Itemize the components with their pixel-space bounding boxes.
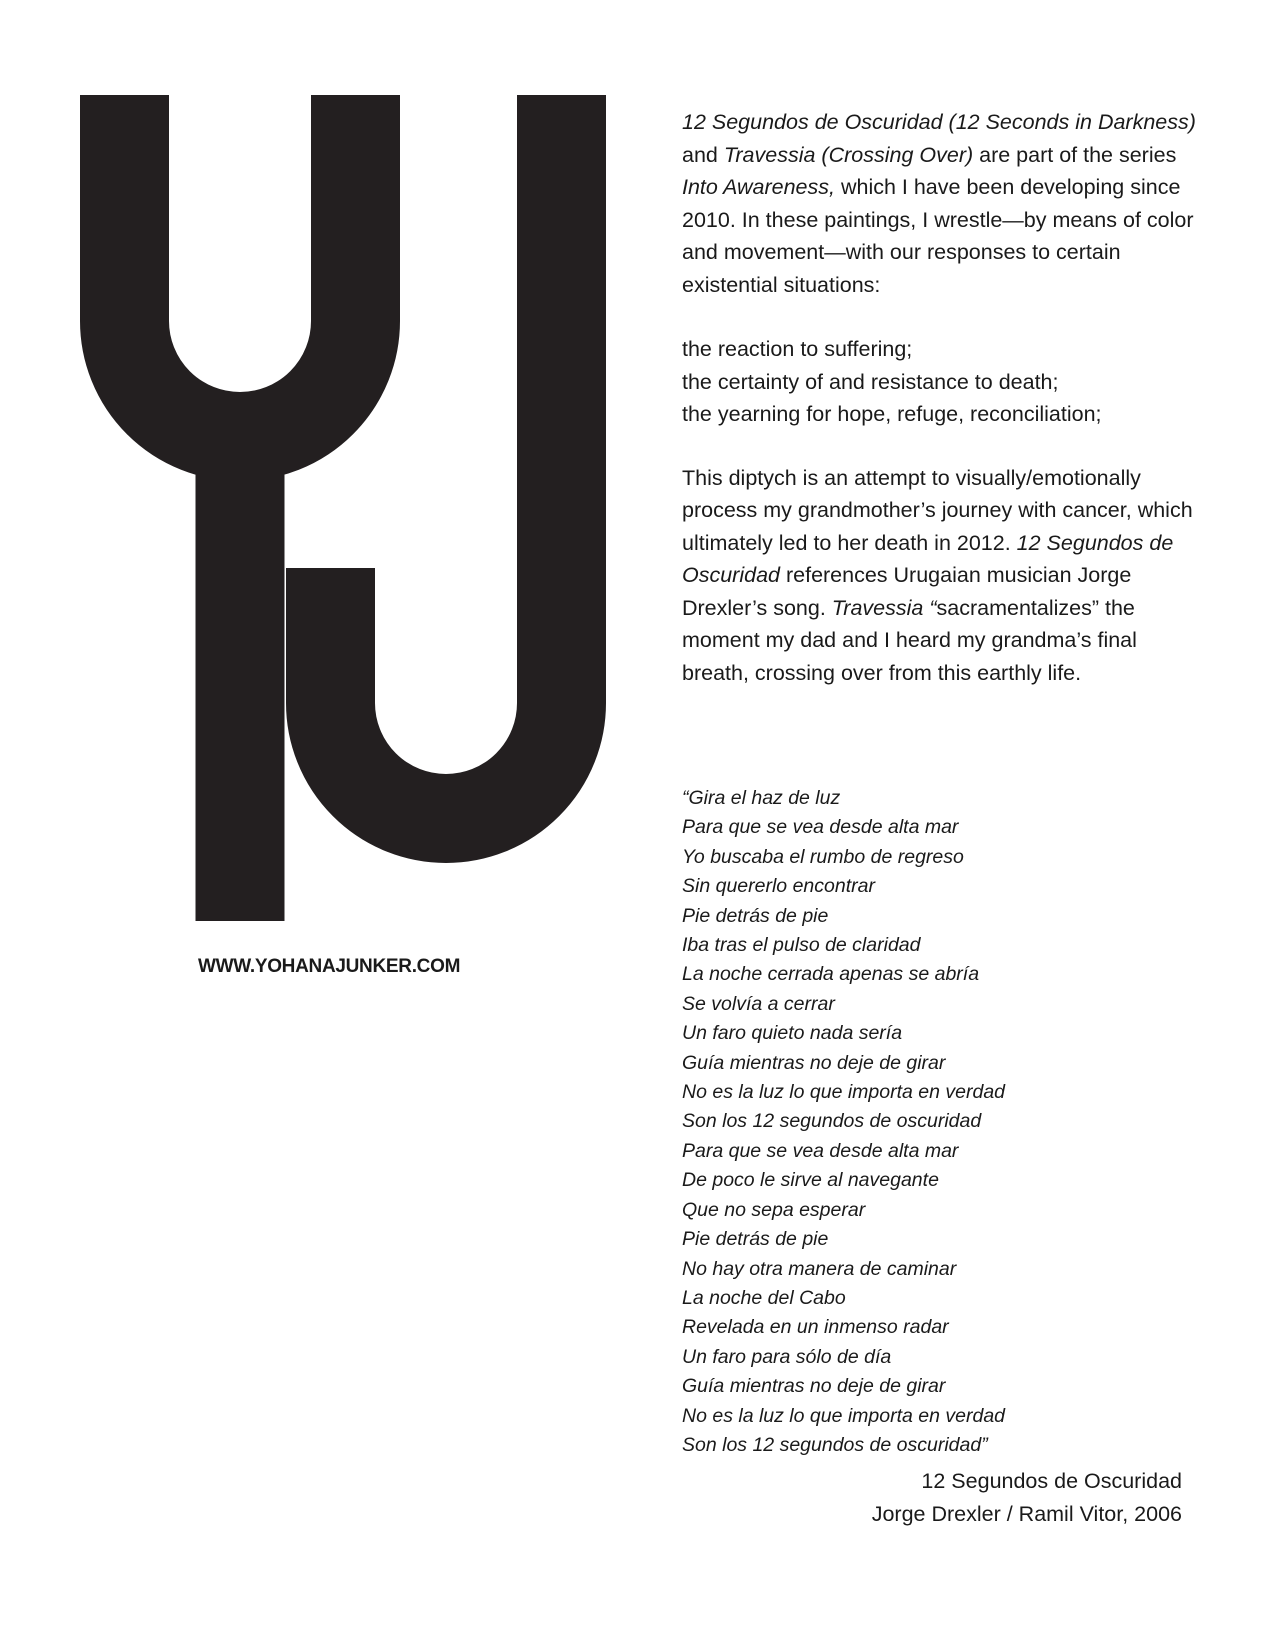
lyric-line: No es la luz lo que importa en verdad [682,1081,1006,1104]
statement-paragraph-2 [682,462,1202,690]
lyric-line: Que no sepa esperar [682,1198,866,1221]
lyric-line: Pie detrás de pie [682,1228,829,1251]
lyric-line: Iba tras el pulso de claridad [682,934,921,957]
artist-statement [682,106,1202,689]
series-name: Into Awareness, [682,175,835,199]
title-12-segundos: 12 Segundos de Oscuridad (12 Seconds in Darkness) [682,110,1196,134]
song-authors: Jorge Drexler / Ramil Vitor, 2006 [871,1501,1182,1526]
lyric-line: La noche cerrada apenas se abría [682,963,980,986]
situations-list [682,333,1202,431]
lyric-line: Para que se vea desde alta mar [682,816,959,839]
website-url[interactable]: WWW.YOHANAJUNKER.COM [198,956,461,977]
lyric-line: Un faro para sólo de día [682,1345,892,1368]
lyric-line: Sin quererlo encontrar [682,875,875,898]
text-run: This diptych is an attempt to visually/emotionally process my grandmother’s journey with cancer, which ultimately led to her death in 2012. [682,465,1193,555]
lyric-line: Son los 12 segundos de oscuridad” [682,1433,988,1456]
statement-paragraph-1 [682,106,1202,301]
lyric-line: De poco le sirve al navegante [682,1169,939,1192]
logo-y-bowl [125,95,356,437]
lyric-line: Revelada en un inmenso radar [682,1316,949,1339]
title-travessia: Travessia [831,595,924,620]
lyric-line: Guía mientras no deje de girar [682,1051,946,1074]
text-run: which I have been developing since 2010. In these paintings, I wrestle—by means of color and movement—with our responses to certain existential situations: [682,175,1194,297]
list-item: the yearning for hope, refuge, reconciliation; [682,402,1102,426]
lyric-line: No es la luz lo que importa en verdad [682,1404,1006,1427]
title-travessia: Travessia (Crossing Over) [723,142,974,167]
lyric-line: Se volvía a cerrar [682,992,835,1015]
song-credit [872,1465,1182,1530]
lyric-line: Pie detrás de pie [682,904,829,927]
song-lyrics [682,784,1202,1460]
title-12-segundos: 12 Segundos de Oscuridad [682,530,1174,587]
song-title: 12 Segundos de Oscuridad [921,1469,1182,1493]
lyric-line: Un faro quieto nada sería [682,1022,903,1045]
lyric-line: Yo buscaba el rumbo de regreso [682,845,964,868]
lyric-line: Para que se vea desde alta mar [682,1139,959,1162]
text-run: references Urugaian musician Jorge Drexler’s song. [682,563,1132,620]
text-run: and [682,142,724,167]
yj-logo [80,95,640,925]
list-item: the reaction to suffering; [682,337,913,361]
text-run: are part of the series [973,142,1177,167]
quote-mark: “ [929,595,937,620]
lyric-line: La noche del Cabo [682,1286,846,1309]
lyric-line: “Gira el haz de luz [682,787,841,809]
lyric-line: Guía mientras no deje de girar [682,1375,946,1398]
lyric-line: Son los 12 segundos de oscuridad [682,1110,982,1133]
lyric-line: No hay otra manera de caminar [682,1257,957,1280]
text-run: sacramentalizes” the moment my dad and I heard my grandma’s final breath, crossing over from this earthly life. [682,595,1137,685]
list-item: the certainty of and resistance to death; [682,369,1059,394]
